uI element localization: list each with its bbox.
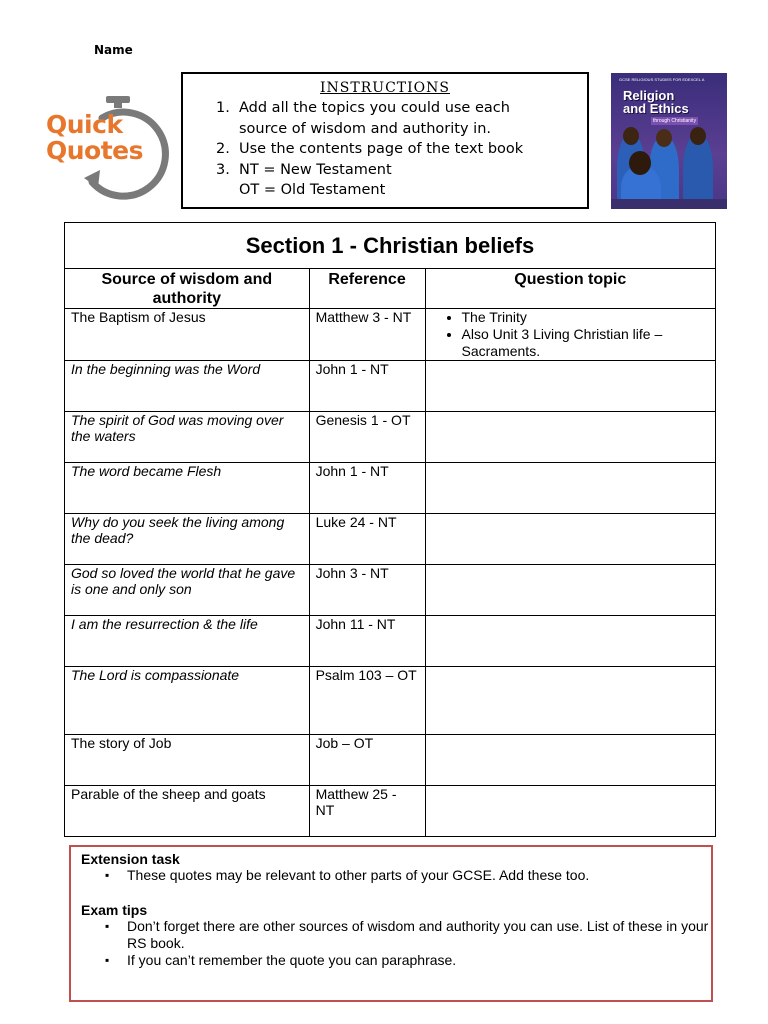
reference-cell: Matthew 3 - NT — [309, 309, 425, 361]
book-subtitle: through Christianity — [653, 118, 697, 124]
reference-cell: Job – OT — [309, 735, 425, 786]
header-source: Source of wisdom and authority — [65, 269, 310, 309]
instruction-item: 3. NT = New Testament — [216, 161, 392, 178]
topic-cell[interactable] — [425, 667, 716, 735]
sources-table — [64, 222, 716, 837]
reference-cell: John 1 - NT — [309, 463, 425, 514]
exam-tip-item: ▪ Don’t forget there are other sources of wisdom and authority you can use. List of these in your RS book. — [127, 918, 711, 952]
logo-line-1: Quick — [46, 110, 123, 139]
topic-cell[interactable] — [425, 565, 716, 616]
instruction-item: OT = Old Testament — [239, 182, 386, 198]
book-title: Religion and Ethics — [623, 88, 689, 116]
name-label: Name — [94, 43, 133, 57]
book-series: GCSE RELIGIOUS STUDIES FOR EDEXCEL A — [619, 77, 705, 82]
quick-quotes-logo — [40, 92, 172, 200]
table-row — [65, 735, 716, 786]
reference-cell: John 3 - NT — [309, 565, 425, 616]
instructions-title: INSTRUCTIONS — [320, 80, 450, 96]
topic-cell[interactable] — [425, 786, 716, 837]
instructions-list — [183, 98, 587, 201]
instructions-box — [181, 72, 589, 209]
section-title-row — [65, 223, 716, 269]
source-cell: In the beginning was the Word — [65, 361, 310, 412]
instruction-item: 1. Add all the topics you could use each — [216, 100, 510, 116]
reference-cell: John 1 - NT — [309, 361, 425, 412]
topic-cell[interactable] — [425, 514, 716, 565]
reference-cell: Matthew 25 - NT — [309, 786, 425, 837]
source-cell: The spirit of God was moving over the waters — [65, 412, 310, 463]
header-reference: Reference — [309, 269, 425, 309]
choir-member-figure — [623, 127, 639, 145]
choir-member-figure — [656, 129, 672, 147]
choir-member-figure — [629, 151, 651, 175]
section-title: Section 1 - Christian beliefs — [65, 223, 716, 269]
reference-cell: Psalm 103 – OT — [309, 667, 425, 735]
topic-cell[interactable] — [425, 735, 716, 786]
topic-item: • The Trinity — [462, 309, 710, 326]
logo-line-2: Quotes — [46, 136, 144, 165]
source-cell: I am the resurrection & the life — [65, 616, 310, 667]
reference-cell: John 11 - NT — [309, 616, 425, 667]
header-row — [65, 269, 716, 309]
extension-heading: Extension task — [81, 851, 180, 867]
reference-cell: Luke 24 - NT — [309, 514, 425, 565]
topic-item: • Also Unit 3 Living Christian life – Sacraments. — [462, 326, 710, 360]
exam-tips-list — [71, 918, 711, 969]
source-cell: The story of Job — [65, 735, 310, 786]
table-row — [65, 514, 716, 565]
book-footer-band — [611, 199, 727, 209]
table-row — [65, 565, 716, 616]
source-cell: The Lord is compassionate — [65, 667, 310, 735]
reference-cell: Genesis 1 - OT — [309, 412, 425, 463]
topic-cell[interactable] — [425, 412, 716, 463]
table-row — [65, 309, 716, 361]
extension-item: ▪ These quotes may be relevant to other parts of your GCSE. Add these too. — [127, 867, 711, 884]
table-row — [65, 786, 716, 837]
choir-member-figure — [690, 127, 706, 145]
source-cell: Why do you seek the living among the dead? — [65, 514, 310, 565]
exam-tips-heading: Exam tips — [81, 902, 148, 918]
table-row — [65, 463, 716, 514]
source-cell: The Baptism of Jesus — [65, 309, 310, 361]
topic-list — [432, 309, 710, 360]
exam-tip-item: ▪ If you can’t remember the quote you can paraphrase. — [127, 952, 711, 969]
instruction-item: source of wisdom and authority in. — [239, 120, 492, 137]
source-cell: The word became Flesh — [65, 463, 310, 514]
table-row — [65, 667, 716, 735]
source-cell: God so loved the world that he gave is one and only son — [65, 565, 310, 616]
table-row — [65, 361, 716, 412]
table-row — [65, 616, 716, 667]
header-question-topic: Question topic — [425, 269, 716, 309]
instruction-item: 2. Use the contents page of the text book — [216, 141, 524, 157]
textbook-cover — [611, 73, 727, 209]
source-cell: Parable of the sheep and goats — [65, 786, 310, 837]
extension-list — [71, 867, 711, 884]
topic-cell[interactable] — [425, 616, 716, 667]
topic-cell[interactable] — [425, 361, 716, 412]
topic-cell[interactable] — [425, 463, 716, 514]
table-row — [65, 412, 716, 463]
extension-box — [69, 845, 713, 1002]
topic-cell[interactable] — [425, 309, 716, 361]
